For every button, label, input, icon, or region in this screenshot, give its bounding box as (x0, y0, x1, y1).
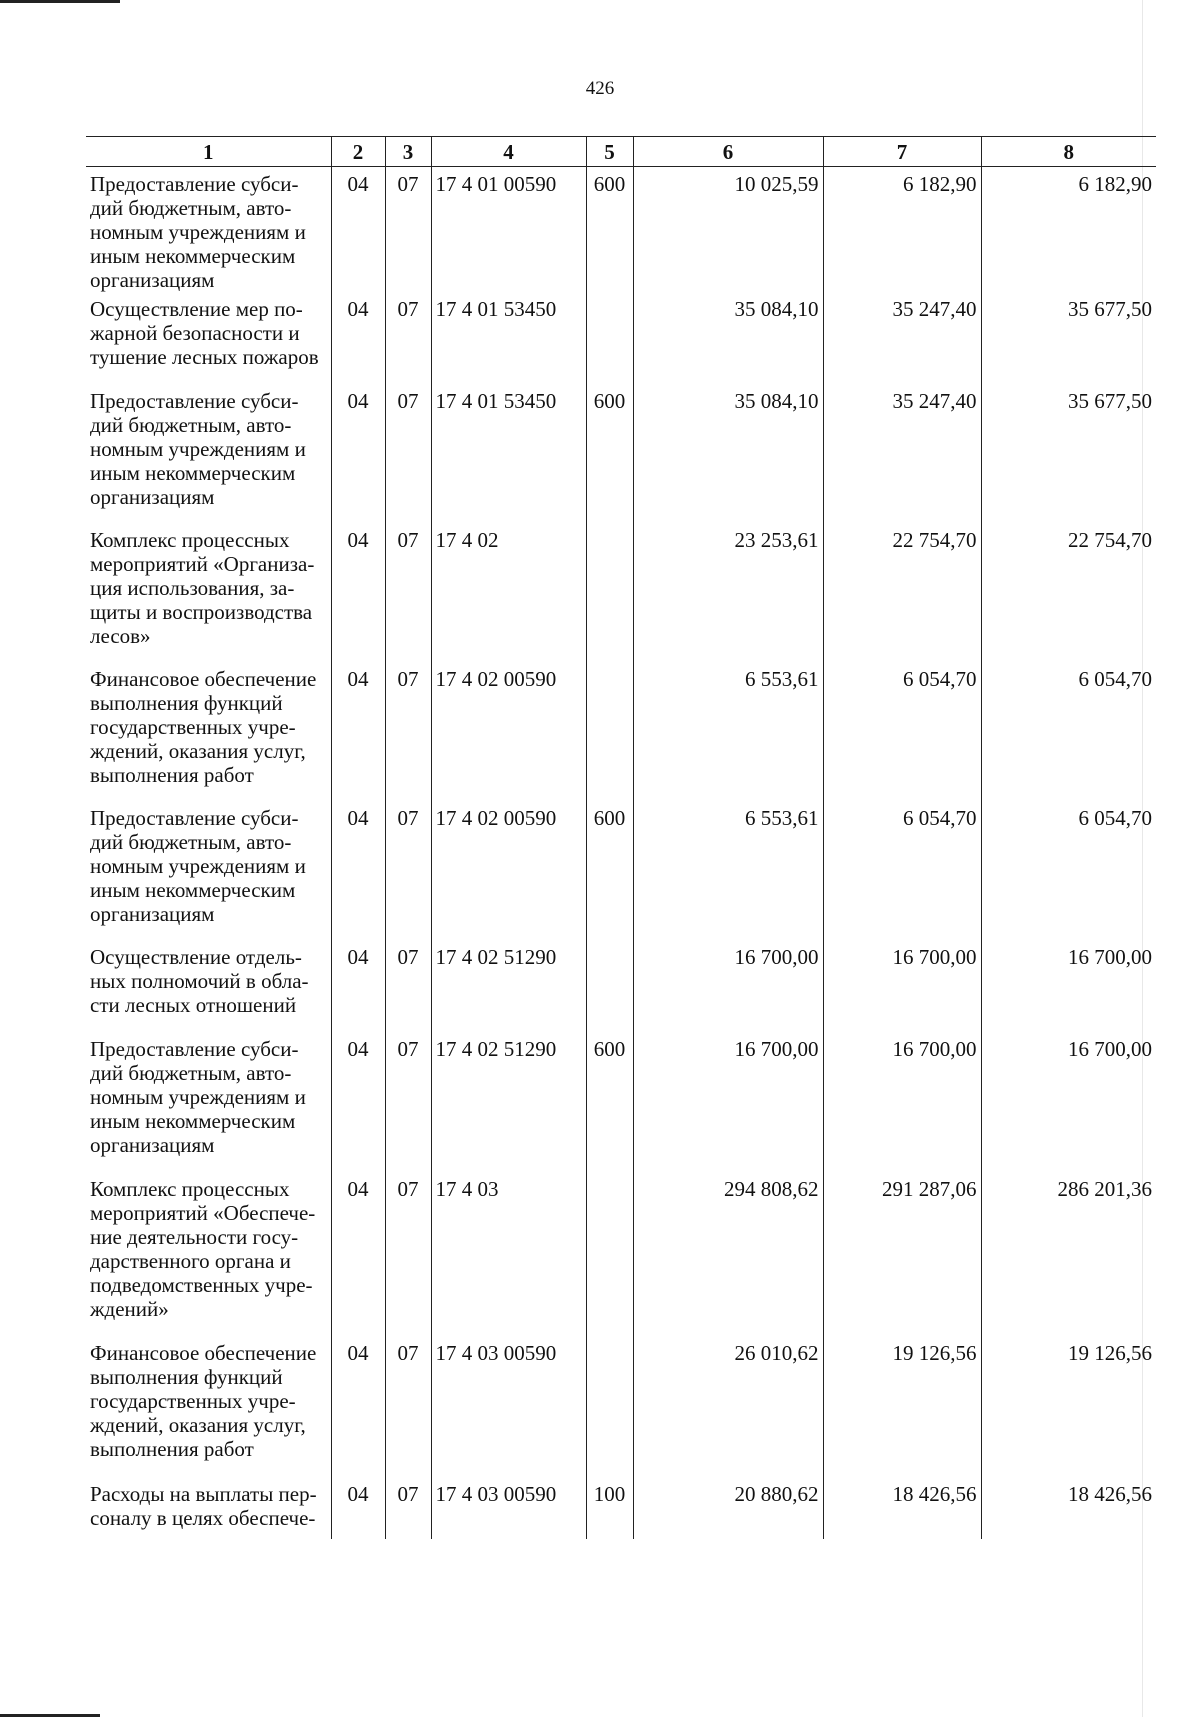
row-expense-type: 600 (586, 1032, 633, 1172)
row-value-col8: 286 201,36 (981, 1172, 1156, 1336)
row-value-col6: 6 553,61 (633, 662, 823, 801)
row-target-article: 17 4 01 00590 (431, 167, 586, 293)
row-subsection: 07 (385, 1172, 431, 1336)
row-value-col7: 6 054,70 (823, 801, 981, 940)
row-value-col7: 35 247,40 (823, 384, 981, 523)
row-target-article: 17 4 03 00590 (431, 1336, 586, 1477)
row-section: 04 (331, 292, 385, 384)
header-col-3: 3 (385, 137, 431, 167)
row-value-col6: 16 700,00 (633, 940, 823, 1032)
row-section: 04 (331, 1336, 385, 1477)
row-expense-type: 600 (586, 384, 633, 523)
page-number: 426 (585, 78, 615, 99)
row-expense-type (586, 1172, 633, 1336)
row-value-col6: 26 010,62 (633, 1336, 823, 1477)
row-target-article: 17 4 02 51290 (431, 1032, 586, 1172)
row-expense-type (586, 523, 633, 662)
row-name: Предоставление субси-дий бюджетным, авто-номным учреждениям и иным некоммерческим организациям (90, 1037, 306, 1157)
row-subsection: 07 (385, 940, 431, 1032)
row-expense-type (586, 940, 633, 1032)
header-col-7: 7 (823, 137, 981, 167)
row-name: Финансовое обеспечение выполнения функций государственных учре-ждений, оказания услуг, выполнения работ (90, 1341, 317, 1461)
row-value-col6: 35 084,10 (633, 292, 823, 384)
row-subsection: 07 (385, 523, 431, 662)
row-value-col7: 22 754,70 (823, 523, 981, 662)
row-target-article: 17 4 03 00590 (431, 1477, 586, 1539)
row-target-article: 17 4 02 51290 (431, 940, 586, 1032)
row-value-col6: 20 880,62 (633, 1477, 823, 1539)
header-col-2: 2 (331, 137, 385, 167)
row-expense-type: 600 (586, 167, 633, 293)
row-value-col8: 22 754,70 (981, 523, 1156, 662)
row-target-article: 17 4 01 53450 (431, 384, 586, 523)
row-subsection: 07 (385, 1336, 431, 1477)
row-name: Предоставление субси-дий бюджетным, авто-номным учреждениям и иным некоммерческим организациям (90, 172, 306, 292)
row-target-article: 17 4 02 00590 (431, 662, 586, 801)
row-value-col7: 6 182,90 (823, 167, 981, 293)
row-subsection: 07 (385, 384, 431, 523)
row-expense-type (586, 1336, 633, 1477)
row-target-article: 17 4 01 53450 (431, 292, 586, 384)
row-value-col7: 18 426,56 (823, 1477, 981, 1539)
table-row (86, 1032, 1156, 1172)
table-row (86, 523, 1156, 662)
table-row (86, 940, 1156, 1032)
header-col-5: 5 (586, 137, 633, 167)
row-value-col8: 19 126,56 (981, 1336, 1156, 1477)
row-value-col8: 6 054,70 (981, 662, 1156, 801)
row-value-col7: 16 700,00 (823, 1032, 981, 1172)
table-row (86, 1336, 1156, 1477)
table-row (86, 167, 1156, 293)
row-target-article: 17 4 02 00590 (431, 801, 586, 940)
row-subsection: 07 (385, 1032, 431, 1172)
row-name: Предоставление субси-дий бюджетным, авто-номным учреждениям и иным некоммерческим организациям (90, 389, 306, 509)
row-value-col8: 16 700,00 (981, 940, 1156, 1032)
row-target-article: 17 4 03 (431, 1172, 586, 1336)
table-row (86, 1172, 1156, 1336)
row-name: Комплекс процессных мероприятий «Обеспече-ние деятельности госу-дарственного органа и подведомственных учре-ждений» (90, 1177, 316, 1321)
row-expense-type (586, 292, 633, 384)
row-section: 04 (331, 662, 385, 801)
row-section: 04 (331, 384, 385, 523)
header-col-6: 6 (633, 137, 823, 167)
row-value-col8: 6 182,90 (981, 167, 1156, 293)
row-section: 04 (331, 167, 385, 293)
row-value-col6: 6 553,61 (633, 801, 823, 940)
row-value-col6: 16 700,00 (633, 1032, 823, 1172)
row-value-col7: 19 126,56 (823, 1336, 981, 1477)
table-row (86, 384, 1156, 523)
row-expense-type: 100 (586, 1477, 633, 1539)
row-subsection: 07 (385, 1477, 431, 1539)
row-value-col8: 18 426,56 (981, 1477, 1156, 1539)
row-value-col8: 35 677,50 (981, 384, 1156, 523)
row-value-col7: 35 247,40 (823, 292, 981, 384)
row-value-col8: 16 700,00 (981, 1032, 1156, 1172)
row-value-col6: 294 808,62 (633, 1172, 823, 1336)
row-name: Предоставление субси-дий бюджетным, авто-номным учреждениям и иным некоммерческим организациям (90, 806, 306, 926)
row-expense-type (586, 662, 633, 801)
row-name: Осуществление отдель-ных полномочий в обла-сти лесных отношений (90, 945, 309, 1017)
header-col-8: 8 (981, 137, 1156, 167)
row-section: 04 (331, 523, 385, 662)
row-value-col7: 291 287,06 (823, 1172, 981, 1336)
header-col-1: 1 (86, 137, 331, 167)
row-section: 04 (331, 940, 385, 1032)
row-name: Осуществление мер по-жарной безопасности и тушение лесных пожаров (90, 297, 319, 369)
row-value-col6: 35 084,10 (633, 384, 823, 523)
scan-border-top (0, 0, 120, 3)
row-expense-type: 600 (586, 801, 633, 940)
header-col-4: 4 (431, 137, 586, 167)
row-section: 04 (331, 1032, 385, 1172)
table-row (86, 1477, 1156, 1539)
row-value-col8: 6 054,70 (981, 801, 1156, 940)
row-section: 04 (331, 1477, 385, 1539)
row-subsection: 07 (385, 662, 431, 801)
table-header-row (86, 137, 1156, 167)
budget-table (86, 136, 1156, 1539)
row-value-col8: 35 677,50 (981, 292, 1156, 384)
row-section: 04 (331, 1172, 385, 1336)
row-value-col6: 23 253,61 (633, 523, 823, 662)
row-value-col7: 6 054,70 (823, 662, 981, 801)
row-subsection: 07 (385, 801, 431, 940)
row-section: 04 (331, 801, 385, 940)
row-value-col7: 16 700,00 (823, 940, 981, 1032)
table-row (86, 801, 1156, 940)
table-row (86, 662, 1156, 801)
row-name: Комплекс процессных мероприятий «Организа-ция использования, за-щиты и воспроизводства лесов» (90, 528, 315, 648)
row-name: Финансовое обеспечение выполнения функций государственных учре-ждений, оказания услуг, выполнения работ (90, 667, 317, 787)
row-value-col6: 10 025,59 (633, 167, 823, 293)
row-subsection: 07 (385, 167, 431, 293)
table-row (86, 292, 1156, 384)
row-target-article: 17 4 02 (431, 523, 586, 662)
row-subsection: 07 (385, 292, 431, 384)
row-name: Расходы на выплаты пер-соналу в целях обеспече- (90, 1482, 317, 1530)
